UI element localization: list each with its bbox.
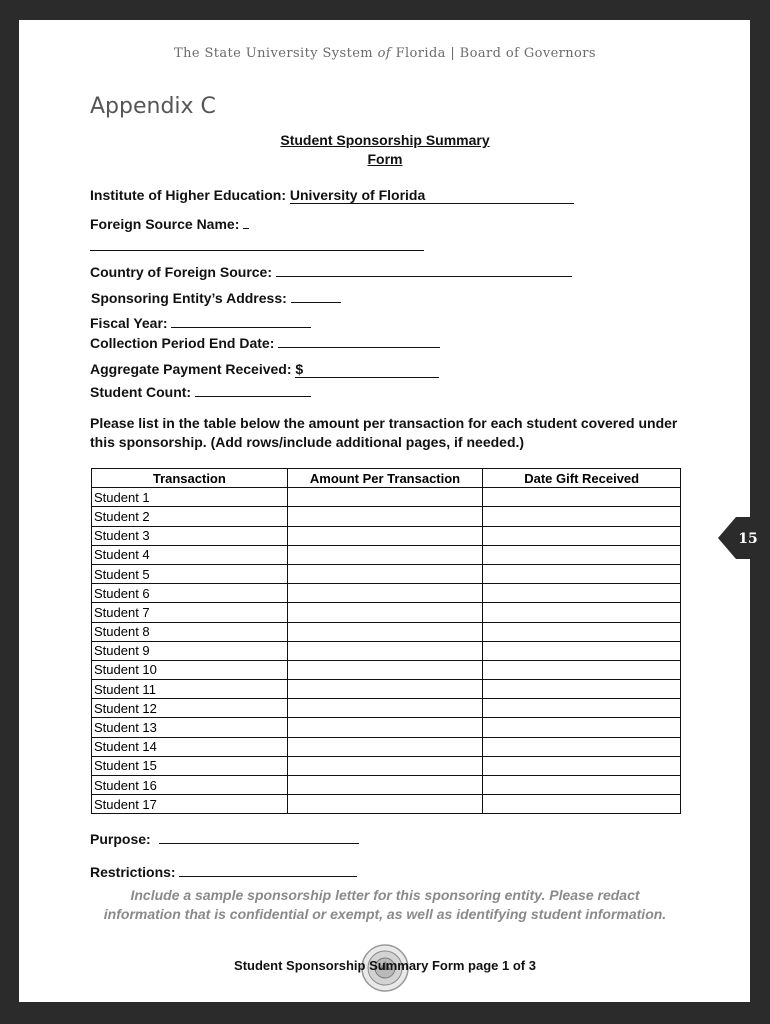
foreign-source-line xyxy=(90,236,424,254)
date-cell[interactable] xyxy=(483,641,681,660)
purpose-label: Purpose: xyxy=(90,831,151,847)
date-cell[interactable] xyxy=(483,584,681,603)
header-date: Date Gift Received xyxy=(483,469,681,488)
fiscal-year-input[interactable] xyxy=(171,313,311,328)
collection-date-label: Collection Period End Date: xyxy=(90,335,275,351)
date-cell[interactable] xyxy=(483,526,681,545)
page-header xyxy=(0,46,770,61)
transaction-cell: Student 8 xyxy=(92,622,288,641)
transaction-cell: Student 7 xyxy=(92,603,288,622)
address-field xyxy=(91,288,341,306)
amount-cell[interactable] xyxy=(287,680,483,699)
amount-cell[interactable] xyxy=(287,776,483,795)
aggregate-payment-label: Aggregate Payment Received: xyxy=(90,361,292,377)
table-row xyxy=(92,564,681,583)
transaction-cell: Student 13 xyxy=(92,718,288,737)
table-body xyxy=(92,488,681,814)
aggregate-payment-field xyxy=(90,361,439,378)
amount-cell[interactable] xyxy=(287,603,483,622)
transaction-cell: Student 10 xyxy=(92,660,288,679)
transaction-cell: Student 17 xyxy=(92,795,288,814)
table-row xyxy=(92,603,681,622)
table-row xyxy=(92,622,681,641)
foreign-source-input-a[interactable] xyxy=(243,214,249,229)
transaction-cell: Student 11 xyxy=(92,680,288,699)
date-cell[interactable] xyxy=(483,718,681,737)
country-field xyxy=(90,262,572,280)
fiscal-year-field xyxy=(90,313,311,331)
amount-cell[interactable] xyxy=(287,641,483,660)
date-cell[interactable] xyxy=(483,756,681,775)
date-cell[interactable] xyxy=(483,795,681,814)
student-count-field xyxy=(90,382,311,400)
amount-cell[interactable] xyxy=(287,545,483,564)
form-title-line2: Form xyxy=(367,151,403,167)
date-cell[interactable] xyxy=(483,699,681,718)
amount-cell[interactable] xyxy=(287,622,483,641)
restrictions-field xyxy=(90,862,357,880)
page-number: 15 xyxy=(738,531,758,547)
transaction-table xyxy=(91,468,681,814)
transaction-cell: Student 12 xyxy=(92,699,288,718)
page-footer: Student Sponsorship Summary Form page 1 of 3 xyxy=(234,958,536,973)
transaction-cell: Student 14 xyxy=(92,737,288,756)
dollar-sign: $ xyxy=(295,361,304,377)
amount-cell[interactable] xyxy=(287,526,483,545)
date-cell[interactable] xyxy=(483,737,681,756)
institute-value-text: University of Florida xyxy=(289,187,426,203)
table-row xyxy=(92,641,681,660)
foreign-source-label: Foreign Source Name: xyxy=(90,216,240,232)
foreign-source-input-b[interactable] xyxy=(90,236,424,251)
form-title xyxy=(270,131,500,169)
foreign-source-field xyxy=(90,214,249,232)
country-label: Country of Foreign Source: xyxy=(90,264,272,280)
amount-cell[interactable] xyxy=(287,737,483,756)
aggregate-payment-input[interactable] xyxy=(295,362,439,378)
institute-label: Institute of Higher Education: xyxy=(90,187,286,203)
transaction-cell: Student 16 xyxy=(92,776,288,795)
amount-cell[interactable] xyxy=(287,718,483,737)
institute-field xyxy=(90,187,574,204)
table-row xyxy=(92,776,681,795)
transaction-cell: Student 1 xyxy=(92,488,288,507)
amount-cell[interactable] xyxy=(287,564,483,583)
date-cell[interactable] xyxy=(483,564,681,583)
date-cell[interactable] xyxy=(483,622,681,641)
appendix-title: Appendix C xyxy=(90,94,216,119)
table-row xyxy=(92,795,681,814)
restrictions-input[interactable] xyxy=(179,862,357,877)
student-count-label: Student Count: xyxy=(90,384,192,400)
header-amount: Amount Per Transaction xyxy=(287,469,483,488)
table-row xyxy=(92,488,681,507)
table-row xyxy=(92,526,681,545)
country-input[interactable] xyxy=(276,262,572,277)
collection-date-field xyxy=(90,333,440,351)
table-header-row xyxy=(92,469,681,488)
header-text-post: Florida | Board of Governors xyxy=(391,46,596,61)
transaction-cell: Student 9 xyxy=(92,641,288,660)
table-row xyxy=(92,756,681,775)
student-count-input[interactable] xyxy=(195,382,311,397)
header-text-of: of xyxy=(377,46,392,61)
institute-value[interactable] xyxy=(290,188,574,204)
form-title-line1: Student Sponsorship Summary xyxy=(280,132,490,148)
table-row xyxy=(92,737,681,756)
date-cell[interactable] xyxy=(483,680,681,699)
page-number-tab xyxy=(718,517,770,559)
amount-cell[interactable] xyxy=(287,795,483,814)
purpose-input[interactable] xyxy=(159,829,359,844)
collection-date-input[interactable] xyxy=(278,333,440,348)
address-label: Sponsoring Entity’s Address: xyxy=(91,290,287,306)
date-cell[interactable] xyxy=(483,603,681,622)
table-row xyxy=(92,584,681,603)
purpose-field xyxy=(90,829,359,847)
amount-cell[interactable] xyxy=(287,699,483,718)
table-row xyxy=(92,699,681,718)
sample-letter-note: Include a sample sponsorship letter for this sponsoring entity. Please redact information that is confidential or exempt, as well as identifying student information. xyxy=(103,887,667,922)
amount-cell[interactable] xyxy=(287,507,483,526)
address-input[interactable] xyxy=(291,288,341,303)
table-row xyxy=(92,507,681,526)
instructions-text: Please list in the table below the amount per transaction for each student covered under this sponsorship. (Add rows/include additional pages, if needed.) xyxy=(90,415,678,450)
header-text-pre: The State University System xyxy=(174,46,378,61)
transaction-cell: Student 4 xyxy=(92,545,288,564)
amount-cell[interactable] xyxy=(287,756,483,775)
transaction-cell: Student 2 xyxy=(92,507,288,526)
amount-cell[interactable] xyxy=(287,488,483,507)
transaction-cell: Student 15 xyxy=(92,756,288,775)
header-transaction: Transaction xyxy=(92,469,288,488)
date-cell[interactable] xyxy=(483,776,681,795)
amount-cell[interactable] xyxy=(287,584,483,603)
fiscal-year-label: Fiscal Year: xyxy=(90,315,168,331)
restrictions-label: Restrictions: xyxy=(90,864,176,880)
transaction-cell: Student 6 xyxy=(92,584,288,603)
transaction-cell: Student 3 xyxy=(92,526,288,545)
table-row xyxy=(92,718,681,737)
date-cell[interactable] xyxy=(483,488,681,507)
transaction-cell: Student 5 xyxy=(92,564,288,583)
date-cell[interactable] xyxy=(483,545,681,564)
table-row xyxy=(92,545,681,564)
table-row xyxy=(92,680,681,699)
table-row xyxy=(92,660,681,679)
amount-cell[interactable] xyxy=(287,660,483,679)
date-cell[interactable] xyxy=(483,507,681,526)
date-cell[interactable] xyxy=(483,660,681,679)
